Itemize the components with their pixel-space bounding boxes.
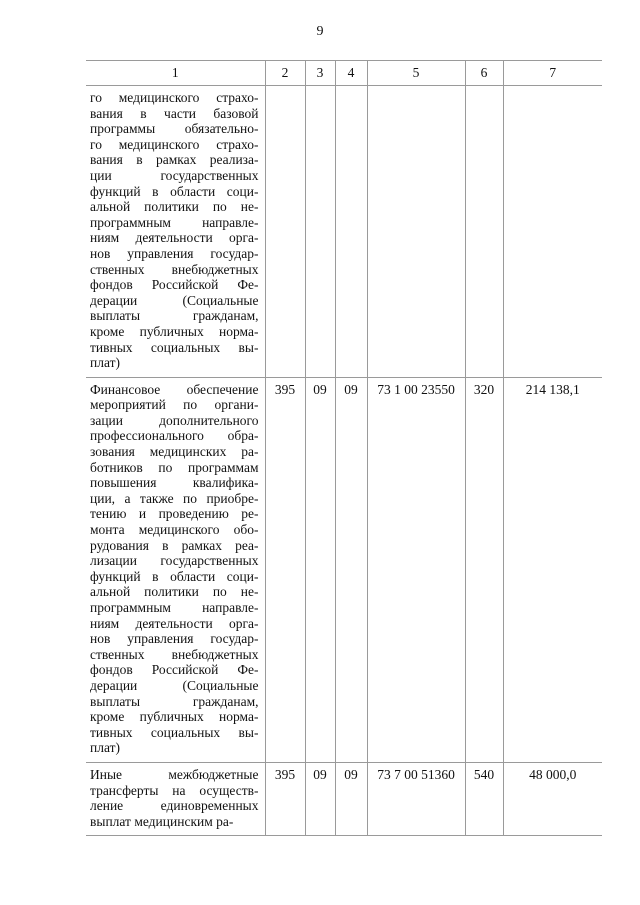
description-line: нов управления государ-	[90, 631, 259, 647]
row-description	[86, 762, 265, 835]
description-line: трансферты на осуществ-	[90, 782, 259, 798]
description-line: зации дополнительного	[90, 412, 259, 428]
column-header-4: 4	[335, 61, 367, 86]
description-line: го медицинского страхо-	[90, 136, 259, 152]
expense-type-cell: 320	[465, 377, 503, 762]
description-line: ственных внебюджетных	[90, 261, 259, 277]
description-line: ниям деятельности орга-	[90, 615, 259, 631]
description-line: кроме публичных норма-	[90, 709, 259, 725]
section-code-cell: 09	[305, 377, 335, 762]
description-line: программы обязательно-	[90, 121, 259, 137]
description-line: ции государственных	[90, 167, 259, 183]
column-header-5: 5	[367, 61, 465, 86]
description-line: фондов Российской Фе-	[90, 277, 259, 293]
description-line: ции, а также по приобре-	[90, 490, 259, 506]
description-line: тивных социальных вы-	[90, 339, 259, 355]
description-line: дерации (Социальные	[90, 677, 259, 693]
row-description	[86, 86, 265, 378]
budget-table	[86, 60, 602, 836]
table-row	[86, 377, 602, 762]
header-row	[86, 61, 602, 86]
description-line: программным направле-	[90, 600, 259, 615]
description-line: зования медицинских ра-	[90, 444, 259, 460]
column-header-2: 2	[265, 61, 305, 86]
description-line: го медицинского страхо-	[90, 90, 259, 105]
target-article-cell: 73 7 00 51360	[367, 762, 465, 835]
column-header-1: 1	[86, 61, 265, 86]
row-description	[86, 377, 265, 762]
description-line: Иные межбюджетные	[90, 766, 259, 782]
description-line: лизации государственных	[90, 553, 259, 569]
description-line: вания в рамках реализа-	[90, 152, 259, 168]
column-header-3: 3	[305, 61, 335, 86]
description-line: фондов Российской Фе-	[90, 662, 259, 678]
description-line: альной политики по не-	[90, 584, 259, 600]
description-line: кроме публичных норма-	[90, 323, 259, 339]
description-line: функций в области соци-	[90, 568, 259, 584]
description-line: рудования в рамках реа-	[90, 537, 259, 553]
description-line: плат)	[90, 740, 120, 756]
page-number: 9	[316, 24, 324, 39]
description-line: ственных внебюджетных	[90, 646, 259, 662]
target-article-cell	[367, 86, 465, 378]
subsection-code-cell	[335, 86, 367, 378]
description-line: дерации (Социальные	[90, 292, 259, 308]
expense-type-cell: 540	[465, 762, 503, 835]
amount-cell	[503, 86, 602, 378]
ministry-code-cell: 395	[265, 762, 305, 835]
column-header-6: 6	[465, 61, 503, 86]
description-line: ботников по программам	[90, 459, 259, 475]
description-line: ление единовременных	[90, 798, 259, 814]
subsection-code-cell: 09	[335, 762, 367, 835]
description-line: Финансовое обеспечение	[90, 381, 259, 397]
description-line: функций в области соци-	[90, 183, 259, 199]
description-line: альной политики по не-	[90, 199, 259, 215]
description-line: профессионального обра-	[90, 428, 259, 444]
description-line: тению и проведению ре-	[90, 506, 259, 522]
description-line: вания в части базовой	[90, 105, 259, 121]
ministry-code-cell	[265, 86, 305, 378]
description-line: ниям деятельности орга-	[90, 230, 259, 246]
description-line: нов управления государ-	[90, 245, 259, 261]
description-line: выплаты гражданам,	[90, 308, 259, 324]
amount-cell: 48 000,0	[503, 762, 602, 835]
target-article-cell: 73 1 00 23550	[367, 377, 465, 762]
table-row	[86, 86, 602, 378]
column-header-7: 7	[503, 61, 602, 86]
description-line: тивных социальных вы-	[90, 724, 259, 740]
section-code-cell	[305, 86, 335, 378]
description-line: выплат медицинским ра-	[90, 813, 234, 829]
section-code-cell: 09	[305, 762, 335, 835]
description-line: программным направле-	[90, 214, 259, 230]
description-line: плат)	[90, 355, 120, 371]
amount-cell: 214 138,1	[503, 377, 602, 762]
expense-type-cell	[465, 86, 503, 378]
subsection-code-cell: 09	[335, 377, 367, 762]
description-line: выплаты гражданам,	[90, 693, 259, 709]
description-line: повышения квалифика-	[90, 475, 259, 491]
ministry-code-cell: 395	[265, 377, 305, 762]
table-row	[86, 762, 602, 835]
description-line: мероприятий по органи-	[90, 397, 259, 413]
description-line: монта медицинского обо-	[90, 522, 259, 538]
